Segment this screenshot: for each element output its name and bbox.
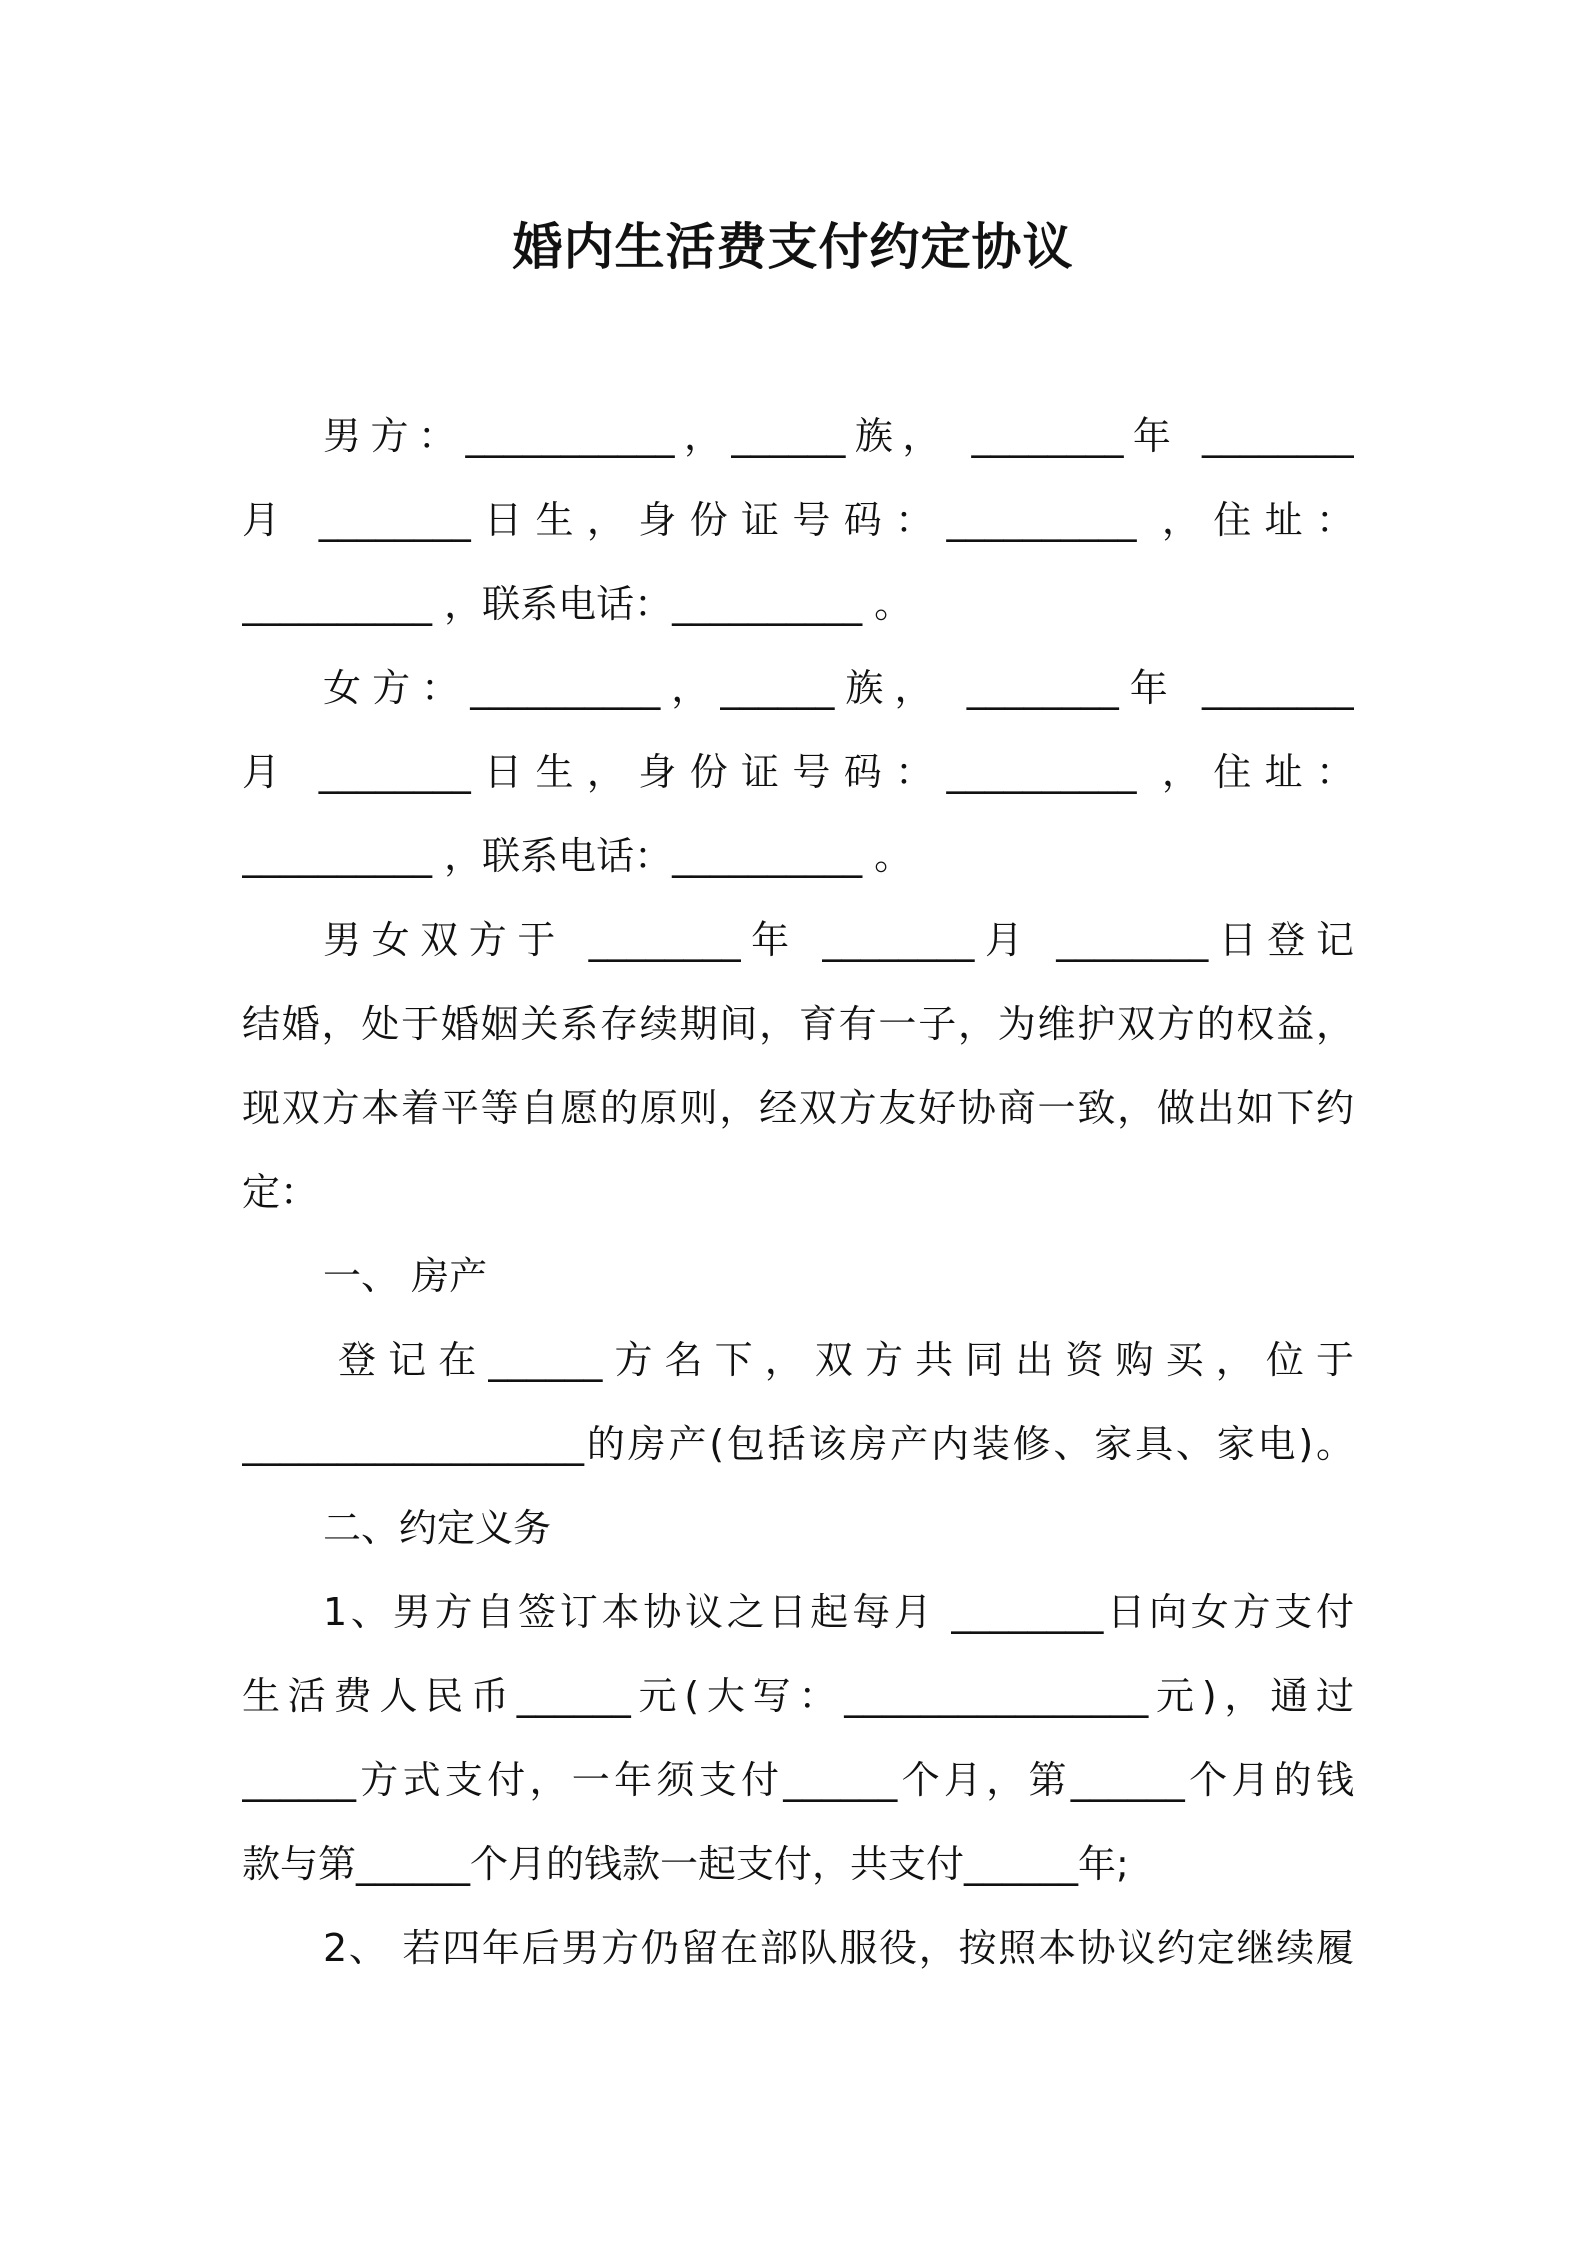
text-line-obligation-3: ______方式支付，一年须支付______个月，第______个月的钱 bbox=[242, 1758, 1354, 1802]
section-heading-property: 一、 房产 bbox=[323, 1254, 488, 1298]
text-line-wife-1: 女方：__________，______族， ________年 ________ bbox=[323, 666, 1354, 710]
text-line-obligation-4: 款与第______个月的钱款一起支付，共支付______年; bbox=[242, 1842, 1129, 1886]
document-title: 婚内生活费支付约定协议 bbox=[512, 218, 1074, 276]
text-line-wife-3: __________ ，联系电话：__________ 。 bbox=[242, 834, 913, 878]
text-line-obligation-5: 2、 若四年后男方仍留在部队服役，按照本协议约定继续履 bbox=[323, 1926, 1354, 1970]
text-line-property-2: __________________的房产(包括该房产内装修、家具、家电)。 bbox=[242, 1422, 1354, 1466]
text-line-property-1: 登记在______方名下，双方共同出资购买，位于 bbox=[338, 1338, 1354, 1382]
text-line-husband-3: __________ ，联系电话：__________ 。 bbox=[242, 582, 913, 626]
text-line-wife-2: 月 ________日生，身份证号码：__________ ，住址： bbox=[242, 750, 1354, 794]
text-line-husband-2: 月 ________日生，身份证号码：__________ ，住址： bbox=[242, 498, 1354, 542]
text-line-marriage-4: 定： bbox=[242, 1170, 319, 1214]
text-line-husband-1: 男方：___________，______族， ________年 ________ bbox=[323, 414, 1354, 458]
section-heading-obligations: 二、约定义务 bbox=[323, 1506, 552, 1550]
text-line-obligation-1: 1、男方自签订本协议之日起每月 ________日向女方支付 bbox=[323, 1590, 1354, 1634]
text-line-marriage-3: 现双方本着平等自愿的原则，经双方友好协商一致，做出如下约 bbox=[242, 1086, 1354, 1130]
text-line-marriage-2: 结婚，处于婚姻关系存续期间，育有一子，为维护双方的权益， bbox=[242, 1002, 1354, 1046]
text-line-obligation-2: 生活费人民币______元(大写：________________元)，通过 bbox=[242, 1674, 1354, 1718]
text-line-marriage-1: 男女双方于 ________年 ________月 ________日登记 bbox=[323, 918, 1354, 962]
